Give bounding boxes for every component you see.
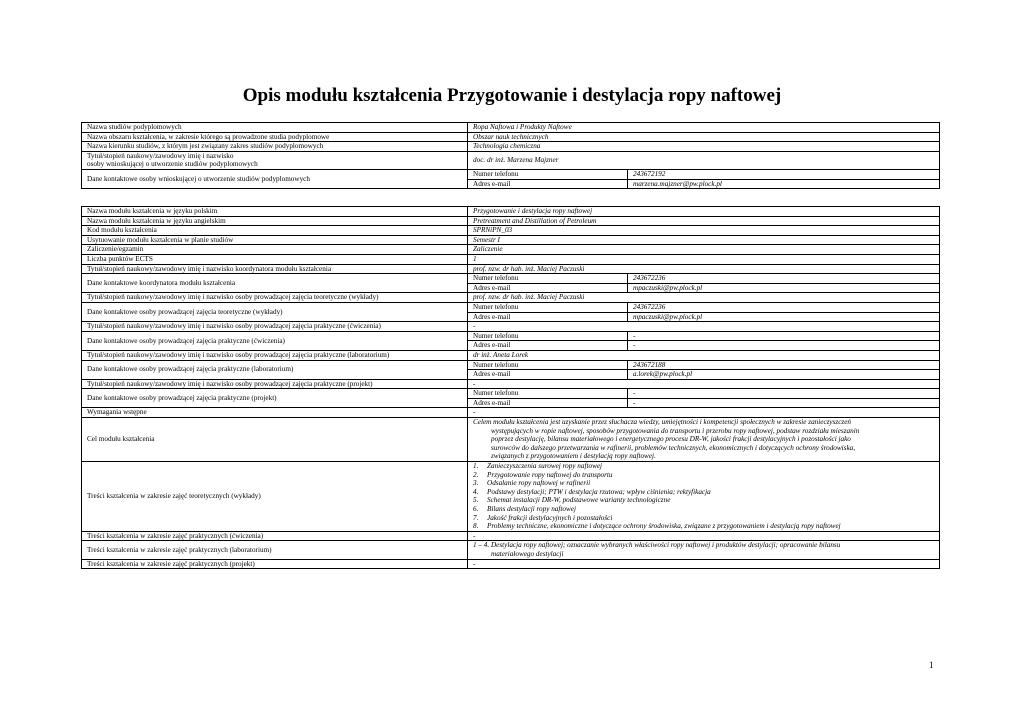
list-text: Problemy techniczne, ekonomiczne i dotyczące ochrony środowiska, związane z przygotowaniem i destylacją ropy naftowej (487, 522, 841, 531)
phone-label: Numer telefonu (468, 360, 628, 370)
table-row (82, 331, 940, 341)
row-label: Tytuł/stopień naukowy/zawodowy imię i nazwisko koordynatora modułu kształcenia (82, 264, 468, 274)
phone-value: 243672192 (628, 169, 940, 179)
row-label: Treści kształcenia w zakresie zajęć praktycznych (laboratorium) (82, 541, 468, 559)
table-row (82, 541, 940, 559)
row-label: Wymagania wstępne (82, 408, 468, 418)
list-item (473, 488, 939, 497)
list-text: Przygotowanie ropy naftowej do transportu (487, 470, 613, 479)
row-label: Tytuł/stopień naukowy/zawodowy imię i nazwisko osoby prowadzącej zajęcia praktyczne (laboratorium) (82, 350, 468, 360)
row-value: Ropa Naftowa i Produkty Naftowe (468, 123, 940, 133)
list-number: 8. (473, 522, 479, 531)
email-label: Adres e-mail (468, 179, 628, 189)
table-row (82, 379, 940, 389)
row-label (82, 151, 468, 169)
table-row (82, 462, 940, 532)
row-label: Dane kontaktowe osoby prowadzącej zajęcia praktyczne (projekt) (82, 389, 468, 408)
list-item (473, 471, 939, 480)
email-label: Adres e-mail (468, 370, 628, 380)
list-item (473, 522, 939, 531)
list-text: Podstawy destylacji; PTW i destylacja rzutowa; wpływ ciśnienia; rektyfikacja (487, 487, 711, 496)
table-row (82, 418, 940, 462)
list-text: Odsalanie ropy naftowej w rafinerii (487, 479, 591, 488)
email-value: - (628, 398, 940, 408)
row-label: Cel modułu kształcenia (82, 418, 468, 462)
table-row (82, 245, 940, 255)
row-value: prof. nzw. dr hab. inż. Maciej Paczuski (468, 264, 940, 274)
row-value: prof. nzw. dr hab. inż. Maciej Paczuski (468, 293, 940, 303)
phone-label: Numer telefonu (468, 302, 628, 312)
page-number: 1 (929, 660, 934, 670)
row-label: Nazwa modułu kształcenia w języku angielskim (82, 216, 468, 226)
email-value: a.lorek@pw.plock.pl (628, 370, 940, 380)
row-value: - (468, 379, 940, 389)
email-value: - (628, 341, 940, 351)
table-row (82, 142, 940, 152)
row-label: Tytuł/stopień naukowy/zawodowy imię i nazwisko osoby prowadzącej zajęcia praktyczne (ćwiczenia) (82, 322, 468, 332)
list-number: 6. (473, 505, 479, 513)
email-label: Adres e-mail (468, 312, 628, 322)
list-number: 4. (473, 487, 479, 496)
table-row (82, 123, 940, 133)
row-value (468, 418, 940, 462)
list-text: Bilans destylacji ropy naftowej (487, 505, 576, 513)
row-label: Treści kształcenia w zakresie zajęć teoretycznych (wykłady) (82, 462, 468, 532)
list-text: Jakość frakcji destylacyjnych i pozostałości (487, 513, 613, 522)
row-label-line: Tytuł/stopień naukowy/zawodowy imię i nazwisko (87, 151, 234, 160)
table-row (82, 132, 940, 142)
page-title: Opis modułu kształcenia Przygotowanie i destylacja ropy naftowej (242, 85, 782, 106)
table-row (82, 169, 940, 179)
row-label: Treści kształcenia w zakresie zajęć praktycznych (projekt) (82, 559, 468, 569)
row-value: doc. dr inż. Marzena Majzner (468, 151, 940, 169)
row-label: Nazwa kierunku studiów, z którym jest związany zakres studiów podyplomowych (82, 142, 468, 152)
study-info-table (81, 122, 940, 189)
row-label: Dane kontaktowe koordynatora modułu kształcenia (82, 274, 468, 293)
row-label: Dane kontaktowe osoby prowadzącej zajęcia praktyczne (ćwiczenia) (82, 331, 468, 350)
row-value: 1 (468, 254, 940, 264)
table-row (82, 254, 940, 264)
text-line: poprzez destylację, bilansu materiałowego i energetycznego procesu DR-W, jakości frakcji destylacyjnych i pozostałości jako (491, 435, 851, 444)
row-value: Obszar nauk technicznych (468, 132, 940, 142)
topic-list (473, 462, 939, 531)
table-row (82, 207, 940, 217)
table-row (82, 350, 940, 360)
row-label: Usytuowanie modułu kształcenia w planie studiów (82, 235, 468, 245)
row-label: Nazwa obszaru kształcenia, w zakresie którego są prowadzone studia podyplomowe (82, 132, 468, 142)
row-label: Dane kontaktowe osoby wnioskującej o utworzenie studiów podyplomowych (82, 169, 468, 188)
email-value: marzena.majzner@pw.plock.pl (628, 179, 940, 189)
row-value: - (468, 531, 940, 541)
row-value: - (468, 322, 940, 332)
list-text: Zanieczyszczenia surowej ropy naftowej (487, 462, 603, 471)
row-value: dr inż. Aneta Lorek (468, 350, 940, 360)
row-label: Kod modułu kształcenia (82, 226, 468, 236)
phone-value: 243672236 (628, 302, 940, 312)
table-row (82, 389, 940, 399)
row-value: Przygotowanie i destylacja ropy naftowej (468, 207, 940, 217)
table-row (82, 235, 940, 245)
text-line: związanych z przygotowaniem i destylacją ropy naftowej. (491, 452, 656, 461)
module-info-table (81, 206, 940, 569)
row-label: Treści kształcenia w zakresie zajęć praktycznych (ćwiczenia) (82, 531, 468, 541)
table-row (82, 293, 940, 303)
row-value: Semestr I (468, 235, 940, 245)
list-item (473, 479, 939, 488)
text-line: surowców do dalszego przetwarzania w rafinerii, problemów technicznych, ekonomicznych i dotyczących ochrony środowiska, (491, 443, 856, 452)
row-value: - (468, 559, 940, 569)
list-number: 5. (473, 496, 479, 505)
list-item (473, 496, 939, 505)
phone-label: Numer telefonu (468, 331, 628, 341)
row-value: Zaliczenie (468, 245, 940, 255)
email-label: Adres e-mail (468, 283, 628, 293)
row-value: Pretreatment and Distillation of Petroleum (468, 216, 940, 226)
phone-value: - (628, 331, 940, 341)
email-value: mpaczuski@pw.plock.pl (628, 312, 940, 322)
text-line: występujących w ropie naftowej, sposobów przygotowania do transportu i przerobu ropy naftowej, podstaw rozdziału mieszanin (491, 426, 860, 435)
text-line: 1 – 4. Destylacja ropy naftowej; oznaczanie wybranych właściwości ropy naftowej i produktów destylacji; opracowanie bilansu (473, 541, 841, 550)
row-value (468, 462, 940, 532)
row-value: - (468, 408, 940, 418)
list-item (473, 505, 939, 514)
row-label: Nazwa modułu kształcenia w języku polskim (82, 207, 468, 217)
row-label-line: osoby wnioskującej o utworzenie studiów podyplomowych (87, 160, 258, 169)
table-row (82, 322, 940, 332)
list-text: Schemat instalacji DR-W, podstawowe warianty technologiczne (487, 496, 671, 505)
email-label: Adres e-mail (468, 341, 628, 351)
table-row (82, 274, 940, 284)
list-number: 7. (473, 513, 479, 522)
row-label: Liczba punktów ECTS (82, 254, 468, 264)
phone-value: 243672188 (628, 360, 940, 370)
list-number: 2. (473, 470, 479, 479)
list-item (473, 462, 939, 471)
table-row (82, 531, 940, 541)
row-label: Tytuł/stopień naukowy/zawodowy imię i nazwisko osoby prowadzącej zajęcia praktyczne (projekt) (82, 379, 468, 389)
list-number: 3. (473, 479, 479, 488)
phone-value: - (628, 389, 940, 399)
table-row (82, 408, 940, 418)
table-row (82, 559, 940, 569)
row-value: SPRNiPN_03 (468, 226, 940, 236)
row-label: Dane kontaktowe osoby prowadzącej zajęcia teoretyczne (wykłady) (82, 302, 468, 321)
list-number: 1. (473, 462, 479, 471)
phone-label: Numer telefonu (468, 389, 628, 399)
table-row (82, 264, 940, 274)
row-label: Dane kontaktowe osoby prowadzącej zajęcia praktyczne (laboratorium) (82, 360, 468, 379)
table-row (82, 226, 940, 236)
table-row (82, 216, 940, 226)
list-item (473, 514, 939, 523)
table-row (82, 360, 940, 370)
row-label: Zaliczenie/egzamin (82, 245, 468, 255)
row-value: Technologia chemiczna (468, 142, 940, 152)
row-value (468, 541, 940, 559)
table-row (82, 151, 940, 169)
text-line: Celem modułu kształcenia jest uzyskanie przez słuchacza wiedzy, umiejętności i kompetencji społecznych w zakresie zanieczyszczeń (473, 418, 851, 427)
row-label: Nazwa studiów podyplomowych (82, 123, 468, 133)
phone-label: Numer telefonu (468, 274, 628, 284)
text-line: materiałowego destylacji (491, 549, 564, 558)
row-label: Tytuł/stopień naukowy/zawodowy imię i nazwisko osoby prowadzącej zajęcia teoretyczne (wykłady) (82, 293, 468, 303)
table-row (82, 302, 940, 312)
email-label: Adres e-mail (468, 398, 628, 408)
phone-value: 243672236 (628, 274, 940, 284)
email-value: mpaczuski@pw.plock.pl (628, 283, 940, 293)
phone-label: Numer telefonu (468, 169, 628, 179)
